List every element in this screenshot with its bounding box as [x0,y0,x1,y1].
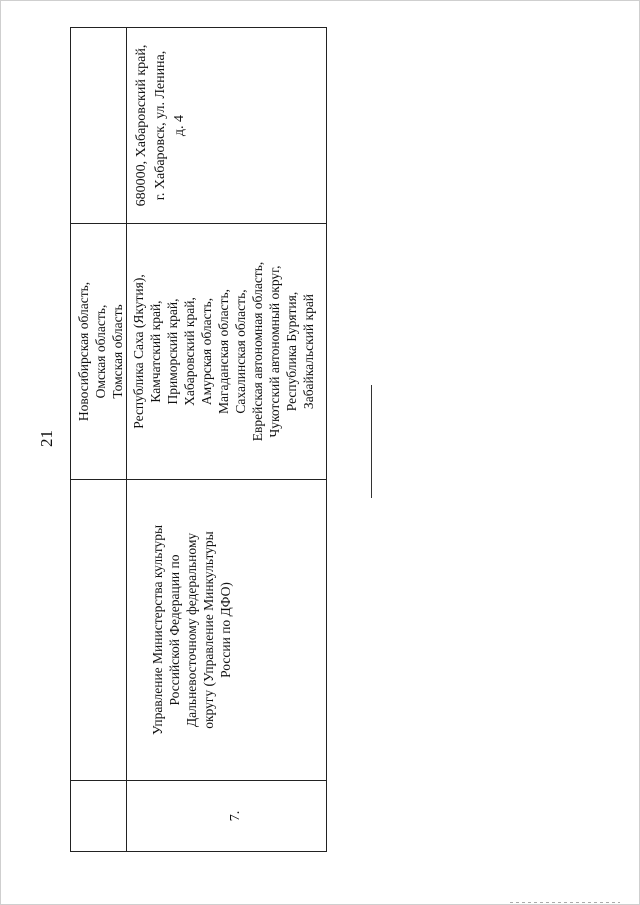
region-line: Республика Саха (Якутия), [131,274,146,429]
cell-regions [127,224,327,480]
region-line: Забайкальский край [301,293,316,410]
cell-number-empty [71,781,127,852]
region-line: Республика Бурятия, [284,291,299,412]
cell-regions-previous [71,224,127,480]
region-line: Еврейская автономная область, [250,261,265,442]
region-line: Томская область [110,304,125,399]
region-line: Магаданская область, [216,289,231,414]
name-line: России по ДФО) [218,582,233,678]
cell-address [127,28,327,224]
region-line: Приморский край, [165,298,180,405]
region-line: Сахалинская область, [233,289,248,414]
cell-address-empty [71,28,127,224]
address-line: г. Хабаровск, ул. Ленина, [153,50,168,201]
cell-name-empty [71,480,127,781]
page-number: 21 [37,430,56,447]
cell-number [127,781,327,852]
cell-organization-name [127,480,327,781]
address-line: 680000, Хабаровский край, [134,44,149,207]
rotated-table-container [70,32,320,852]
region-line: Чукотский автономный округ, [267,265,282,438]
region-line: Амурская область, [199,297,214,406]
region-line: Новосибирская область, [76,281,91,422]
scan-artifact [510,902,620,903]
name-line: Управление Министерства культуры [150,524,165,736]
row-number: 7. [228,810,243,822]
end-separator-line [371,385,372,498]
address-line: д. 4 [172,114,187,137]
document-table [70,27,327,852]
name-line: округу (Управление Минкультуры [201,531,216,729]
table-row-previous [71,28,127,852]
name-line: Российской Федерации по [167,554,182,706]
name-line: Дальневосточному федеральному [184,532,199,728]
table-row [127,28,327,852]
region-line: Хабаровский край, [182,297,197,406]
region-line: Омская область, [93,304,108,399]
region-line: Камчатский край, [148,300,163,403]
